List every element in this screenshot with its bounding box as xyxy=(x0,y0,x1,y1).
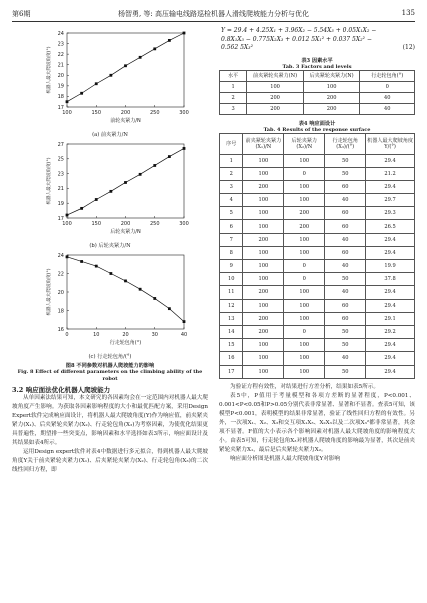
running-title: 杨智勇, 等: 高压输电线路巡检机器人滑线爬坡能力分析与优化 xyxy=(117,10,310,18)
table-cell: 10 xyxy=(220,273,243,286)
table-header-cell: 行走轮包角(°) xyxy=(360,70,415,81)
table-cell: 29.4 xyxy=(366,286,415,299)
data-point xyxy=(80,207,83,210)
subplot-caption-a: (a) 前夹紧力/N xyxy=(92,132,128,138)
table-cell: 200 xyxy=(303,103,360,114)
table-cell: 50 xyxy=(325,167,366,180)
x-tick-label: 250 xyxy=(149,221,160,227)
table-cell: 100 xyxy=(284,339,325,352)
table-cell: 26.5 xyxy=(366,220,415,233)
table-header-cell: 序号 xyxy=(220,133,243,154)
table-cell: 60 xyxy=(325,180,366,193)
table-cell: 2 xyxy=(220,167,243,180)
figure-caption-cn: 图8 不同参数对机器人爬坡能力的影响 xyxy=(65,363,155,369)
table-cell: 100 xyxy=(243,154,284,167)
table-cell: 29.1 xyxy=(366,312,415,325)
table-cell: 29.7 xyxy=(366,194,415,207)
table-header-cell: 机器人最大爬坡角度Y/(°) xyxy=(366,133,415,154)
table-cell: 60 xyxy=(325,312,366,325)
table-cell: 100 xyxy=(243,365,284,378)
table-cell: 0 xyxy=(284,273,325,286)
table-cell: 40 xyxy=(360,103,415,114)
x-tick-label: 40 xyxy=(180,332,188,338)
y-axis-label: 机器人最大爬坡角度(°) xyxy=(47,46,52,94)
y-tick-label: 16 xyxy=(57,326,64,333)
table-cell: 40 xyxy=(360,92,415,103)
table-row xyxy=(220,81,415,92)
table-cell: 100 xyxy=(243,220,284,233)
table-cell: 19.9 xyxy=(366,260,415,273)
x-tick-label: 200 xyxy=(120,221,131,227)
paragraph-4: 表5中，P值用于考量模型和各项方差断的显著程度，P<0.001、0.001<P<0.05和P>0.05分别代表非常显著、显著和不显著。查表5可知，该模型P<0.001，表明模型的结果非常显著，验证了线性回归方程的有效性。另外，一次项X₁、X₂、X₃和交互项X₁X₃、X₂X₃以及二次项X₃²都非常显著，其余项不显著。F值的大小表示各个影响因素对机器人最大爬坡角度的影响程度大小。由表5可知，行走轮包角X₃对机器人爬坡角度的影响最为显著，其次是前夹紧轮夹紧力X₁，最后是后夹紧轮夹紧力X₂。 xyxy=(219,392,415,453)
table-factors-levels xyxy=(219,70,415,115)
table-cell: 1 xyxy=(220,154,243,167)
data-point xyxy=(124,64,127,67)
table-cell: 29.2 xyxy=(366,325,415,338)
table-cell: 15 xyxy=(220,339,243,352)
data-point xyxy=(66,255,69,258)
table-row xyxy=(220,103,415,114)
table-cell: 100 xyxy=(243,194,284,207)
equation-number: (12) xyxy=(402,44,415,51)
equation-line-3: 0.562 5X₃² xyxy=(221,44,253,51)
table-cell: 0 xyxy=(284,167,325,180)
table-cell: 100 xyxy=(243,207,284,220)
table-row xyxy=(220,167,415,180)
subplot-caption-b: (b) 后轮夹紧力/N xyxy=(89,243,131,249)
table3-caption-en: Tab. 3 Factors and levels xyxy=(282,63,352,70)
y-tick-label: 23 xyxy=(57,171,64,178)
table-row xyxy=(220,260,415,273)
table-row xyxy=(220,286,415,299)
table-cell: 29.4 xyxy=(366,180,415,193)
table-cell: 29.4 xyxy=(366,299,415,312)
table-cell: 100 xyxy=(243,246,284,259)
equation-line-2: 0.8X₁X₃ − 0.775X₂X₃ + 0.012 5X₁² + 0.037 5X₂² − xyxy=(221,35,372,43)
y-tick-label: 22 xyxy=(57,51,64,58)
table-row xyxy=(220,352,415,365)
plot-frame xyxy=(67,33,184,107)
figure-caption-en-2: robot xyxy=(102,375,118,382)
paragraph-5: 响应面分析图是机器人最大爬坡角度Y对影响 xyxy=(230,455,340,462)
table-cell: 200 xyxy=(303,92,360,103)
y-tick-label: 18 xyxy=(57,94,64,101)
x-tick-label: 20 xyxy=(122,332,129,338)
data-point xyxy=(168,307,171,310)
table-cell: 100 xyxy=(243,260,284,273)
table-cell: 200 xyxy=(247,103,304,114)
table-cell: 60 xyxy=(325,299,366,312)
table-cell: 0 xyxy=(360,81,415,92)
table-cell: 3 xyxy=(220,180,243,193)
table4-caption-cn: 表4 响应面设计 xyxy=(298,120,336,127)
table-cell: 60 xyxy=(325,220,366,233)
table-row xyxy=(220,180,415,193)
table-cell: 2 xyxy=(220,92,247,103)
x-tick-label: 100 xyxy=(62,110,72,116)
table-row xyxy=(220,339,415,352)
data-point xyxy=(80,260,83,263)
table-row xyxy=(220,154,415,167)
table-row xyxy=(220,299,415,312)
data-point xyxy=(124,181,127,184)
table-cell: 0 xyxy=(284,260,325,273)
table-cell: 0 xyxy=(284,325,325,338)
data-point xyxy=(139,56,142,59)
issue-number: 第6期 xyxy=(12,10,31,18)
table-cell: 100 xyxy=(247,81,304,92)
table-cell: 100 xyxy=(243,352,284,365)
data-point xyxy=(95,265,98,268)
table-cell: 11 xyxy=(220,286,243,299)
table-cell: 200 xyxy=(243,286,284,299)
table-cell: 50 xyxy=(325,339,366,352)
table-cell: 50 xyxy=(325,154,366,167)
table-cell: 100 xyxy=(243,339,284,352)
data-point xyxy=(139,288,142,291)
table-row xyxy=(220,325,415,338)
table-row xyxy=(220,365,415,378)
table-cell: 14 xyxy=(220,325,243,338)
data-point xyxy=(124,280,127,283)
table-cell: 12 xyxy=(220,299,243,312)
data-point xyxy=(109,74,112,77)
x-tick-label: 200 xyxy=(120,110,131,116)
data-point xyxy=(95,82,98,85)
y-tick-label: 21 xyxy=(57,186,64,193)
table-row xyxy=(220,220,415,233)
x-tick-label: 300 xyxy=(179,221,189,227)
x-tick-label: 10 xyxy=(93,332,100,338)
table-cell: 50 xyxy=(325,365,366,378)
data-point xyxy=(109,272,112,275)
section-heading: 3.2 响应面法优化机器人爬坡能力 xyxy=(12,386,111,394)
y-tick-label: 20 xyxy=(57,289,64,296)
y-axis-label: 机器人最大爬坡角度(°) xyxy=(47,268,52,316)
table-cell: 60 xyxy=(325,246,366,259)
data-point xyxy=(183,32,186,35)
table-cell: 37.8 xyxy=(366,273,415,286)
table-cell: 17 xyxy=(220,365,243,378)
table-cell: 100 xyxy=(284,365,325,378)
table-cell: 29.4 xyxy=(366,233,415,246)
table-cell: 5 xyxy=(220,207,243,220)
paragraph-2: 运用Design expert软件对表4中数据进行多元拟合，得到机器人最大爬坡角度Y关于前夹紧轮夹紧力(X₁)、后夹紧轮夹紧力(X₂)、行走轮包角(X₃)的二次线性回归方程，即 xyxy=(12,449,208,473)
table-row xyxy=(220,207,415,220)
data-point xyxy=(183,320,186,323)
table-cell: 1 xyxy=(220,81,247,92)
table-cell: 9 xyxy=(220,260,243,273)
chart-front-clamping xyxy=(12,27,208,127)
table-cell: 40 xyxy=(325,233,366,246)
y-tick-label: 24 xyxy=(57,30,64,37)
table-row xyxy=(220,246,415,259)
y-tick-label: 19 xyxy=(57,83,64,90)
table-cell: 200 xyxy=(243,233,284,246)
table-cell: 40 xyxy=(325,194,366,207)
table-row xyxy=(220,92,415,103)
data-point xyxy=(153,164,156,167)
table-cell: 4 xyxy=(220,194,243,207)
table-header-cell: 前夹紧轮夹紧力(X₁)/N xyxy=(243,133,284,154)
y-tick-label: 19 xyxy=(57,201,64,207)
table-cell: 16 xyxy=(220,352,243,365)
paragraph-1: 从单因素法结果可知，本文研究的各因素均会在一定范围内对机器人最大爬坡角度产生影响。为获取各因素影响程度的大小和最优匹配方案，采用Design Expert软件完成响应面设计，将机器人最大爬坡角度(Y)作为响应值，前夹紧夹紧力(X₁)、后夹紧轮夹紧力(X₂)、行走轮包角(X₃)为考察因素，为使优化结果更具普遍性，期望排一些突变点，影响因素和水平选择如表3所示，响应面设计及其结果如表4所示。 xyxy=(12,395,208,446)
table-cell: 100 xyxy=(284,286,325,299)
table-cell: 100 xyxy=(284,352,325,365)
y-axis-label: 机器人最大爬坡角度(°) xyxy=(47,157,52,205)
x-tick-label: 150 xyxy=(91,110,102,116)
x-tick-label: 250 xyxy=(149,110,160,116)
table-cell: 200 xyxy=(243,180,284,193)
table-cell: 50 xyxy=(325,325,366,338)
table-header-cell: 后夹紧轮夹紧力(N) xyxy=(303,70,360,81)
left-column xyxy=(12,27,208,475)
x-axis-label: 后轮夹紧力/N xyxy=(110,229,141,235)
table-cell: 29.4 xyxy=(366,154,415,167)
table4-caption-en: Tab. 4 Results of the response surface xyxy=(263,126,371,133)
data-point xyxy=(168,39,171,42)
data-point xyxy=(66,100,69,103)
page-number: 135 xyxy=(401,9,415,17)
data-point xyxy=(153,47,156,50)
subplot-caption-c: (c) 行走轮包角/(°) xyxy=(88,354,132,360)
table-cell: 100 xyxy=(284,299,325,312)
table3-caption-cn: 表3 因素水平 xyxy=(301,57,333,64)
table-cell: 8 xyxy=(220,246,243,259)
data-point xyxy=(109,190,112,193)
x-axis-label: 前轮夹紧力/N xyxy=(110,118,141,124)
x-tick-label: 30 xyxy=(151,332,158,338)
table-cell: 100 xyxy=(243,299,284,312)
y-tick-label: 27 xyxy=(57,141,64,148)
data-point xyxy=(139,173,142,176)
y-tick-label: 17 xyxy=(57,215,64,222)
table-header-cell: 后轮夹紧力(X₂)/N xyxy=(284,133,325,154)
table-cell: 50 xyxy=(325,273,366,286)
table-cell: 100 xyxy=(243,167,284,180)
table-row xyxy=(220,273,415,286)
table-cell: 200 xyxy=(284,220,325,233)
y-tick-label: 18 xyxy=(57,308,64,315)
figure-caption-en-1: Fig. 8 Effect of different parameters on the climbing ability of the xyxy=(17,369,203,375)
data-point xyxy=(168,155,171,158)
table-cell: 200 xyxy=(243,312,284,325)
data-point xyxy=(80,92,83,95)
y-tick-label: 17 xyxy=(57,104,64,111)
table-cell: 3 xyxy=(220,103,247,114)
table-cell: 29.4 xyxy=(366,339,415,352)
y-tick-label: 20 xyxy=(57,73,64,80)
data-line xyxy=(67,33,184,102)
table-cell: 100 xyxy=(303,81,360,92)
table-cell: 200 xyxy=(247,92,304,103)
table-cell: 100 xyxy=(284,246,325,259)
paragraph-3: 为验证方程有效性，对结果进行方差分析，结果如表5所示。 xyxy=(230,383,379,390)
table-cell: 6 xyxy=(220,220,243,233)
table-cell: 200 xyxy=(243,325,284,338)
data-point xyxy=(66,214,69,217)
equation-line-1: Y = 29.4 + 4.25X₁ + 3.96X₂ − 5.54X₃ + 0.05X₁X₂ − xyxy=(221,27,377,34)
plot-frame xyxy=(67,255,184,329)
x-tick-label: 100 xyxy=(62,221,72,227)
table-header-cell: 水平 xyxy=(220,70,247,81)
table-cell: 29.4 xyxy=(366,246,415,259)
table-cell: 100 xyxy=(284,194,325,207)
table-header-cell: 前夹紧轮夹紧力(N) xyxy=(247,70,304,81)
y-tick-label: 24 xyxy=(57,252,64,259)
table-cell: 29.4 xyxy=(366,352,415,365)
table-cell: 29.3 xyxy=(366,207,415,220)
table-cell: 100 xyxy=(284,233,325,246)
y-tick-label: 25 xyxy=(57,156,64,163)
y-tick-label: 22 xyxy=(57,271,64,278)
x-tick-label: 0 xyxy=(65,332,69,338)
table-cell: 29.4 xyxy=(366,365,415,378)
table-cell: 21.2 xyxy=(366,167,415,180)
y-tick-label: 23 xyxy=(57,41,64,48)
data-point xyxy=(95,198,98,201)
data-point xyxy=(183,147,186,150)
right-column xyxy=(219,27,415,464)
data-point xyxy=(153,297,156,300)
table-cell: 200 xyxy=(284,207,325,220)
table-row xyxy=(220,233,415,246)
table-cell: 7 xyxy=(220,233,243,246)
table-row xyxy=(220,312,415,325)
x-axis-label: 行走轮包角(°) xyxy=(109,340,142,346)
table-cell: 40 xyxy=(325,352,366,365)
x-tick-label: 150 xyxy=(91,221,102,227)
table-cell: 40 xyxy=(325,260,366,273)
data-line xyxy=(67,257,184,322)
table-cell: 60 xyxy=(325,207,366,220)
table-cell: 100 xyxy=(243,273,284,286)
x-tick-label: 300 xyxy=(179,110,189,116)
chart-wrap-angle xyxy=(12,249,208,349)
page-header xyxy=(12,9,415,22)
table-cell: 13 xyxy=(220,312,243,325)
table-header-cell: 行走轮包角(X₃)/(°) xyxy=(325,133,366,154)
table-cell: 40 xyxy=(325,286,366,299)
table-cell: 100 xyxy=(284,180,325,193)
figure-8 xyxy=(12,27,208,382)
table-cell: 100 xyxy=(284,312,325,325)
table-row xyxy=(220,194,415,207)
table-response-surface xyxy=(219,133,415,379)
regression-equation xyxy=(219,27,415,53)
y-tick-label: 21 xyxy=(57,62,64,69)
table-cell: 100 xyxy=(284,154,325,167)
chart-rear-clamping xyxy=(12,138,208,238)
